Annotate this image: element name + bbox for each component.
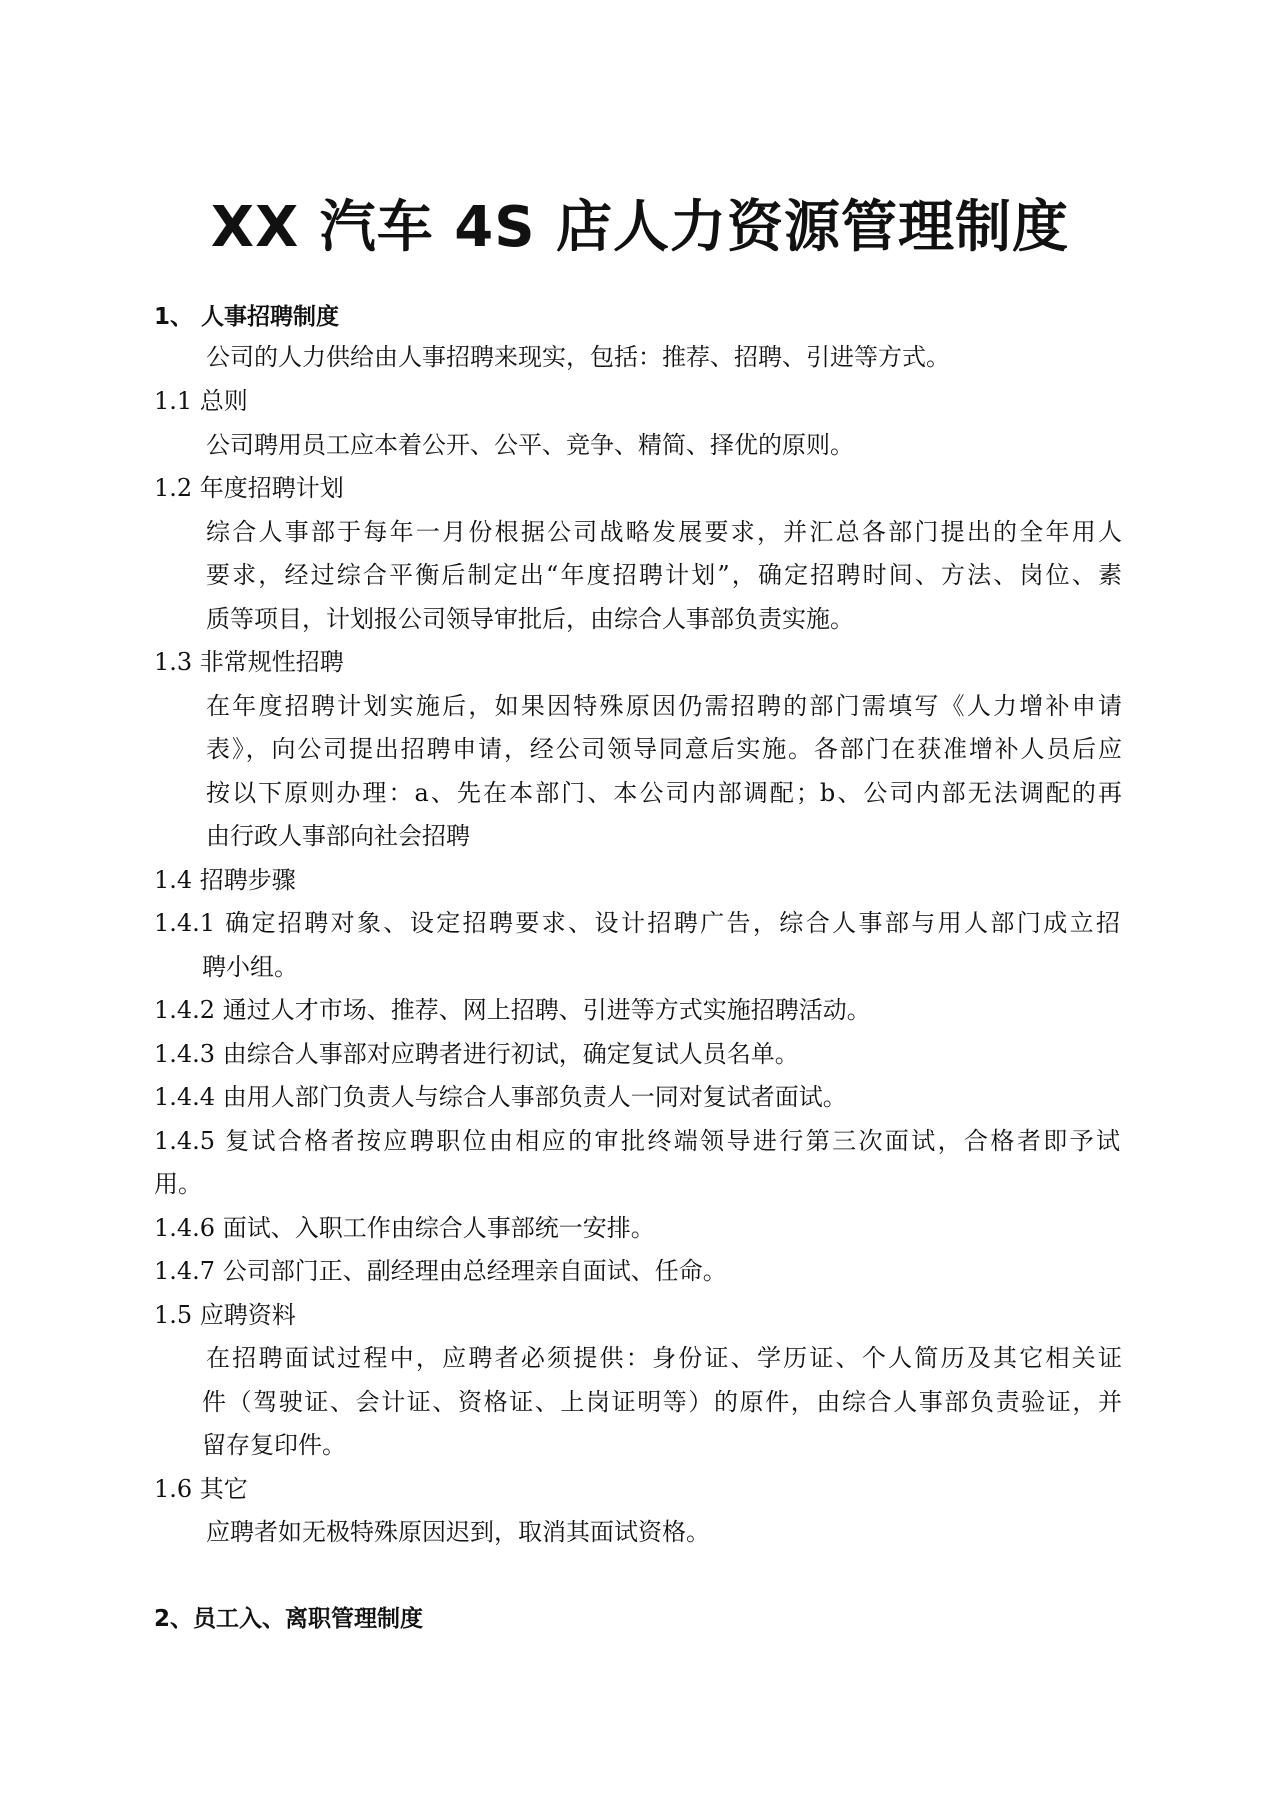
section-1-4-7: 1.4.7 公司部门正、副经理由总经理亲自面试、任命。 xyxy=(154,1257,727,1285)
section-1-4-5-line-2: 用。 xyxy=(154,1170,202,1198)
section-1-6-body: 应聘者如无极特殊原因迟到，取消其面试资格。 xyxy=(206,1518,710,1546)
section-1-4-1-line-1: 1.4.1 确定招聘对象、设定招聘要求、设计招聘广告，综合人事部与用人部门成立招 xyxy=(154,909,1120,937)
section-1-5-body-line-2: 件（驾驶证、会计证、资格证、上岗证明等）的原件，由综合人事部负责验证，并 xyxy=(202,1388,1122,1416)
section-1-5-body-line-3: 留存复印件。 xyxy=(202,1431,346,1459)
section-1-4-3: 1.4.3 由综合人事部对应聘者进行初试，确定复试人员名单。 xyxy=(154,1040,799,1068)
section-1-6-heading: 1.6 其它 xyxy=(154,1475,248,1503)
section-1-4-heading: 1.4 招聘步骤 xyxy=(154,866,296,894)
section-1-heading: 1、 人事招聘制度 xyxy=(154,304,340,330)
section-1-3-body-line-3: 按以下原则办理：a、先在本部门、本公司内部调配；b、公司内部无法调配的再 xyxy=(206,779,1122,807)
section-1-intro: 公司的人力供给由人事招聘来现实，包括：推荐、招聘、引进等方式。 xyxy=(206,343,950,371)
section-1-4-5-line-1: 1.4.5 复试合格者按应聘职位由相应的审批终端领导进行第三次面试，合格者即予试 xyxy=(154,1127,1120,1155)
section-1-2-body-line-2: 要求，经过综合平衡后制定出“年度招聘计划”，确定招聘时间、方法、岗位、素 xyxy=(206,561,1122,589)
section-1-1-heading: 1.1 总则 xyxy=(154,387,248,415)
section-1-4-4: 1.4.4 由用人部门负责人与综合人事部负责人一同对复试者面试。 xyxy=(154,1083,847,1111)
section-1-2-body-line-3: 质等项目，计划报公司领导审批后，由综合人事部负责实施。 xyxy=(206,605,854,633)
section-1-5-body-line-1: 在招聘面试过程中，应聘者必须提供：身份证、学历证、个人简历及其它相关证 xyxy=(206,1344,1122,1372)
section-1-3-body-line-1: 在年度招聘计划实施后，如果因特殊原因仍需招聘的部门需填写《人力增补申请 xyxy=(206,692,1122,720)
section-1-3-body-line-2: 表》，向公司提出招聘申请，经公司领导同意后实施。各部门在获准增补人员后应 xyxy=(206,735,1122,763)
section-1-4-1-line-2: 聘小组。 xyxy=(202,953,298,981)
section-2-heading: 2、员工入、离职管理制度 xyxy=(154,1606,424,1632)
section-1-4-6: 1.4.6 面试、入职工作由综合人事部统一安排。 xyxy=(154,1214,655,1242)
section-1-1-body: 公司聘用员工应本着公开、公平、竞争、精简、择优的原则。 xyxy=(206,431,854,459)
section-1-3-body-line-4: 由行政人事部向社会招聘 xyxy=(206,822,470,850)
document-title: XX 汽车 4S 店人力资源管理制度 xyxy=(210,195,1070,260)
section-1-2-body-line-1: 综合人事部于每年一月份根据公司战略发展要求，并汇总各部门提出的全年用人 xyxy=(206,518,1122,546)
section-1-2-heading: 1.2 年度招聘计划 xyxy=(154,474,344,502)
section-1-3-heading: 1.3 非常规性招聘 xyxy=(154,648,344,676)
section-1-4-2: 1.4.2 通过人才市场、推荐、网上招聘、引进等方式实施招聘活动。 xyxy=(154,996,871,1024)
section-1-5-heading: 1.5 应聘资料 xyxy=(154,1301,296,1329)
